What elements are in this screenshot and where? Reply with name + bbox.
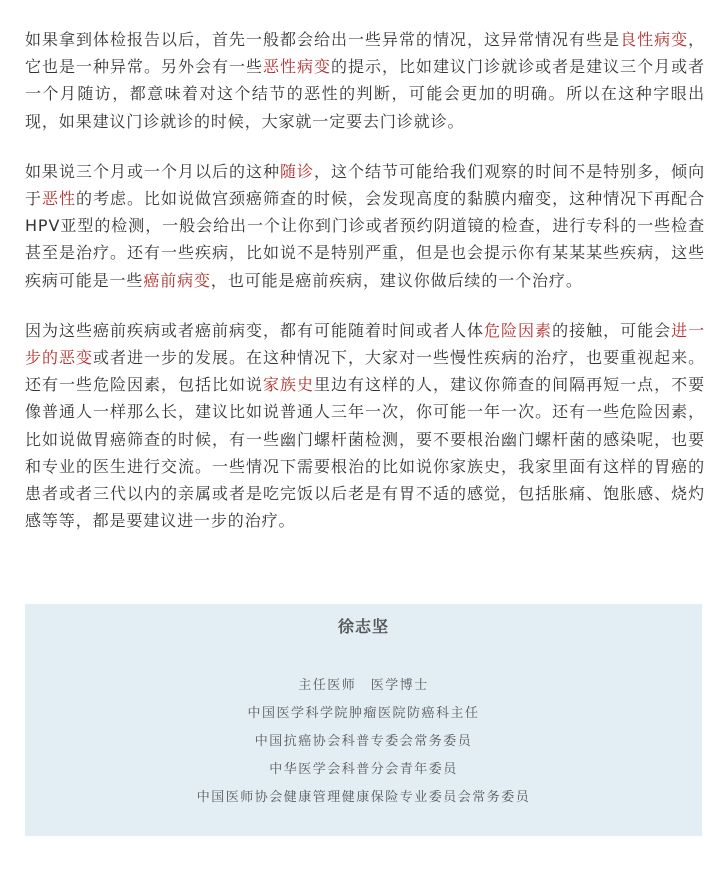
highlight-term: 恶性病变 [263, 57, 332, 77]
text-segment: 的提示，比如建议门诊就诊或者是建议三个月或者一个月随访，都意味着对这个结节的恶性的判断，可能会更加的明确。所以在这种字眼出现，如果建议门诊就诊的时候，大家就一定要去门诊就诊。 [25, 57, 705, 131]
text-segment: ，这个结节可能给我们观察的时间不是特别多，倾向于 [25, 161, 705, 209]
author-role: 中国抗癌协会科普专委会常务委员 [254, 734, 473, 749]
author-name: 徐志坚 [337, 617, 389, 636]
paragraph-2 [25, 158, 705, 294]
highlight-term: 随诊 [280, 161, 315, 181]
author-role: 中国医学科学院肿瘤医院防癌科主任 [247, 706, 480, 721]
text-segment: ，它也是一种异常。另外会有一些 [25, 30, 705, 77]
text-segment: 的接触，可能会 [552, 320, 672, 340]
text-segment: ，也可能是癌前疾病，建议你做后续的一个治疗。 [210, 270, 583, 290]
highlight-term: 良性病变 [620, 30, 689, 49]
text-segment: 的考虑。比如说做宫颈癌筛查的时候，会发现高度的黏膜内瘤变，这种情况下再配合HPV亚型的检测，一般会给出一个让你到门诊或者预约阴道镜的检查，进行专科的一些检查甚至是治疗。还有一些疾病，比如说不是特别严重，但是也会提示你有某某某些疾病，这些疾病可能是一些 [25, 189, 705, 290]
highlight-term: 进一步的恶变 [25, 320, 705, 368]
highlight-term: 癌前病变 [143, 270, 211, 290]
highlight-term: 恶性 [42, 189, 77, 209]
text-segment: 里边有这样的人，建议你筛查的间隔再短一点，不要像普通人一样那么长，建议比如说普通人三年一次，你可能一年一次。还有一些危险因素，比如说做胃癌筛查的时候，有一些幽门螺杆菌检测，要不要根治幽门螺杆菌的感染呢，也要和专业的医生进行交流。一些情况下需要根治的比如说你家族史，我家里面有这样的胃癌的患者或者三代以内的亲属或者是吃完饭以后老是有胃不适的感觉，包括胀痛、饱胀感、烧灼感等等，都是要建议进一步的治疗。 [25, 375, 705, 531]
author-role: 主任医师 医学博士 [298, 678, 429, 693]
text-segment: 因为这些癌前疾病或者癌前病变，都有可能随着时间或者人体 [25, 320, 485, 340]
author-roles-list [25, 672, 702, 812]
author-role: 中华医学会科普分会青年委员 [269, 762, 458, 777]
text-segment: 如果说三个月或一个月以后的这种 [25, 161, 281, 181]
author-card [25, 604, 702, 836]
author-role: 中国医师协会健康管理健康保险专业委员会常务委员 [196, 790, 531, 805]
paragraph-1 [25, 26, 705, 135]
text-segment: 如果拿到体检报告以后，首先一般都会给出一些异常的情况，这异常情况有些是 [25, 30, 621, 49]
highlight-term: 危险因素 [484, 320, 553, 340]
paragraph-3 [25, 317, 705, 535]
article-body [25, 26, 705, 557]
text-segment: 或者进一步的发展。在这种情况下，大家对一些慢性疾病的治疗，也要重视起来。还有一些危险因素，包括比如说 [25, 348, 705, 395]
highlight-term: 家族史 [263, 375, 315, 395]
